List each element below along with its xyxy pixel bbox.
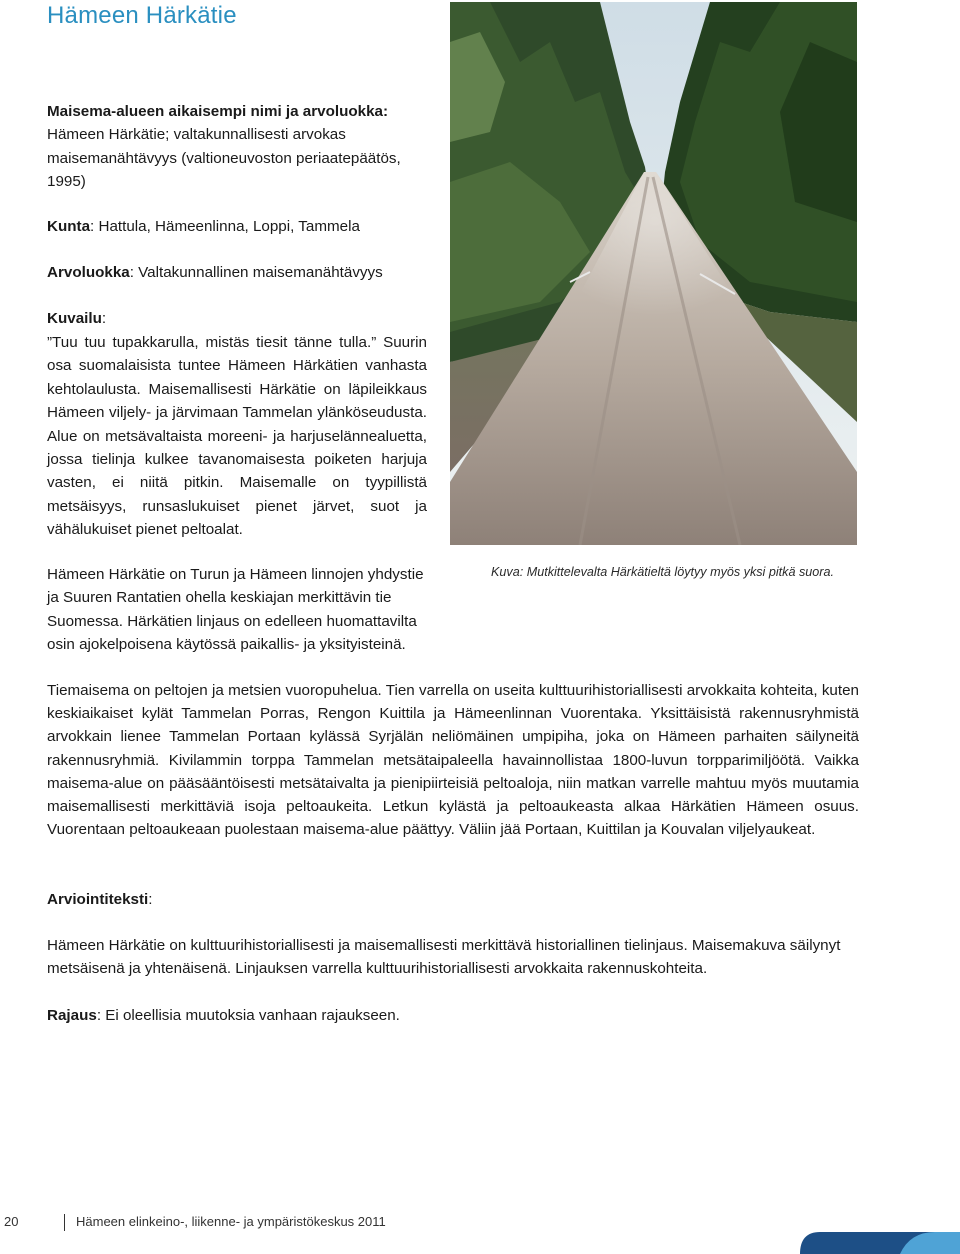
boundary-value: : Ei oleellisia muutoksia vanhaan rajaukseen. [96,1007,400,1024]
municipality-label: Kunta [47,217,91,235]
metadata-block [47,100,427,331]
page-number: 20 [4,1214,19,1229]
footer-publisher: Hämeen elinkeino-, liikenne- ja ympäristökeskus 2011 [76,1214,386,1229]
former-name-value: Hämeen Härkätie; valtakunnallisesti arvokas maisemanähtävyys (valtioneuvoston periaatepäätös, 1995) [47,126,401,191]
corner-decoration [800,1230,960,1254]
municipality [47,215,427,238]
description-label: Kuvailu [47,310,102,328]
footer-divider [64,1214,65,1231]
photo-caption: Kuva: Mutkittelevalta Härkätieltä löytyy myös yksi pitkä suora. [491,565,834,579]
description-heading: Kuvailu: [47,310,107,328]
assessment-heading: Arviointiteksti: [47,891,153,908]
assessment-label: Arviointiteksti [47,891,149,908]
boundary [47,1004,859,1027]
value-class [47,261,427,284]
former-name [47,100,427,194]
municipality-value: : Hattula, Hämeenlinna, Loppi, Tammela [90,217,360,235]
page-title: Hämeen Härkätie [47,2,237,29]
description-para-2: Hämeen Härkätie on Turun ja Hämeen linnojen yhdystie ja Suuren Rantatien ohella keskiajan merkittävin tie Suomessa. Härkätien linjaus on edelleen huomattavilta osin ajokelpoisena käytössä paikallis- ja yksityisteinä. [47,566,424,654]
value-class-label: Arvoluokka [47,264,130,282]
former-name-label: Maisema-alueen aikaisempi nimi ja arvoluokka: [47,103,389,120]
value-class-value: : Valtakunnallinen maisemanähtävyys [129,264,383,282]
description-para-1: ”Tuu tuu tupakkarulla, mistäs tiesit tänne tulla.” Suurin osa suomalaisista tuntee Hämeen Härkätien vanhasta kehtolaulusta. Maisemallisesti Härkätie on läpileikkaus Hämeen viljely- ja järvimaan Tammelan ylänköseudusta. Alue on metsävaltaista moreeni- ja harjuselännealuetta, jossa tielinja kulkee tavanomaisesta poiketen harjuja vasten, ei niitä pitkin. Maisemalle on tyypillistä metsäisyys, runsaslukuiset pienet järvet, suot ja vähälukuiset pienet peltoalat. [47,334,427,539]
assessment-text: Hämeen Härkätie on kulttuurihistoriallisesti ja maisemallisesti merkittävä historiallinen tielinjaus. Maisemakuva säilynyt metsäisenä ja yhtenäisenä. Linjauksen varrella kulttuurihistoriallisesti arvokkaita rakennuskohteita. [47,937,841,978]
road-photo-image [450,2,857,545]
boundary-label: Rajaus [47,1007,97,1024]
body-para-3: Tiemaisema on peltojen ja metsien vuoropuhelua. Tien varrella on useita kulttuurihistoriallisesti arvokkaita kohteita, kuten keskiaikaiset kylät Tammelan Porras, Rengon Kuittila ja Hämeenlinnan Vuorentaka. Yksittäisistä rakennusryhmistä arvokkain lienee Tammelan Portaan kylässä Syrjälän neliömäinen umpipiha, joka on Hämeen parhaiten säilyneitä rakennusryhmiä. Kivilammin torppa Tammelan metsätaipaleella havainnollistaa 1800-luvun torpparimiljöötä. Vaikka maisema-alue on pääsääntöisesti metsätaivalta ja pienipiirteisiä peltoaloja, niin matkan varrelle mahtuu myös muutamia maisemallisesti merkittäviä isoja peltoaukeita. Letkun kylästä ja peltoaukeasta alkaa Härkätien Hämeen osuus. Vuorentaan peltoaukeaan puolestaan maisema-alue päättyy. Väliin jää Portaan, Kuittilan ja Kouvalan viljelyaukeat. [47,682,859,839]
road-photo [450,2,857,545]
